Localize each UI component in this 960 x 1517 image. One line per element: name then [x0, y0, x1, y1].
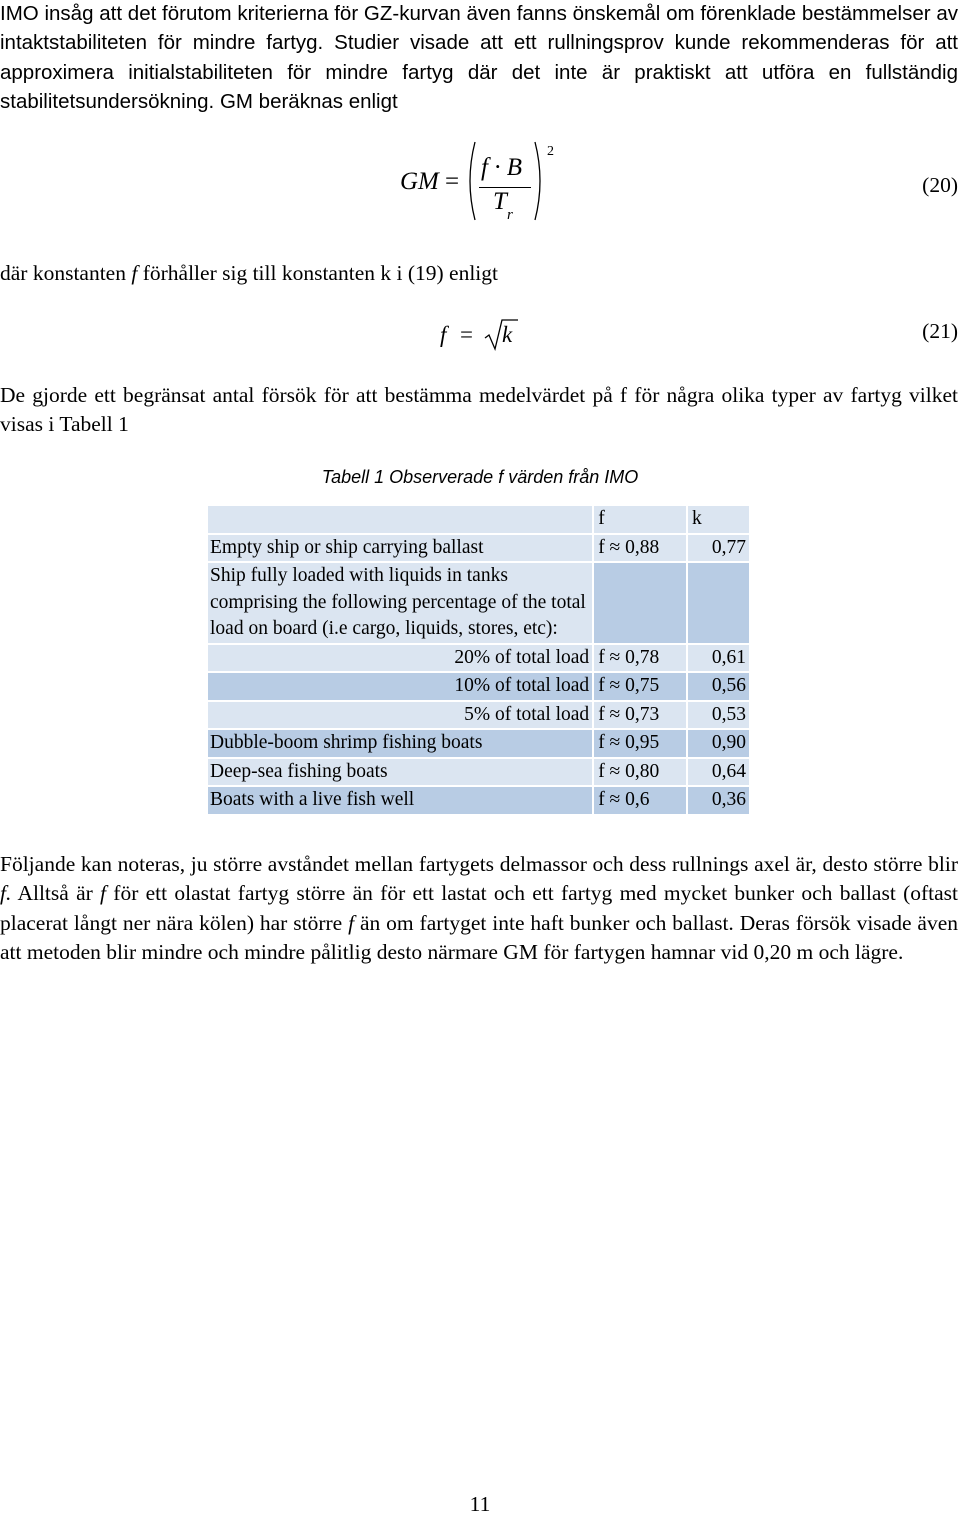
row-k: 0,36 — [688, 787, 749, 814]
row-k — [688, 563, 749, 643]
header-cell-k: k — [688, 506, 749, 533]
f-values-table — [206, 504, 751, 816]
intro-paragraph — [0, 0, 958, 116]
eq20-exponent: 2 — [547, 144, 554, 159]
row-k: 0,90 — [688, 730, 749, 757]
header-cell-f: f — [594, 506, 686, 533]
folj-s1: Följande kan noteras, ju större avståndet mellan fartygets delmassor och dess rullnings axel är, desto större blir — [0, 852, 958, 876]
row-f: f ≈ 0,6 — [594, 787, 686, 814]
row-f: f ≈ 0,78 — [594, 645, 686, 672]
folj-v1: f. — [0, 881, 12, 906]
row-k: 0,56 — [688, 673, 749, 700]
row-label: 5% of total load — [208, 702, 592, 729]
equation-21 — [440, 318, 530, 358]
row-label: Ship fully loaded with liquids in tanks comprising the following percentage of the total load on board (i.e cargo, liquids, stores, etc): — [208, 563, 592, 643]
dar-paragraph — [0, 259, 958, 288]
row-label: Empty ship or ship carrying ballast — [208, 535, 592, 562]
table-row — [208, 645, 749, 672]
sqrt-sign-icon — [484, 318, 518, 352]
row-f: f ≈ 0,73 — [594, 702, 686, 729]
table-row — [208, 563, 749, 643]
eq20-number: (20) — [922, 173, 958, 197]
eq20-left-paren — [463, 140, 477, 222]
row-f: f ≈ 0,88 — [594, 535, 686, 562]
eq21-number: (21) — [922, 319, 958, 343]
table-row — [208, 535, 749, 562]
eq20-subscript: r — [507, 207, 513, 223]
table-row — [208, 759, 749, 786]
folj-s4: än om fartyget inte haft bunker och ballast. Deras försök visade även att metoden blir mindre och mindre pålitlig desto närmare GM för fartygen hamnar vid 0,20 m och lägre. — [0, 910, 958, 964]
eq20-numerator: f · B — [481, 154, 522, 181]
folj-paragraph — [0, 850, 958, 967]
row-k: 0,77 — [688, 535, 749, 562]
eq20-denominator: T — [493, 188, 507, 215]
dar-before: där konstanten — [0, 261, 132, 285]
folj-s3: för ett olastat fartyg större än för ett lastat och ett fartyg med mycket bunker och ballast (oftast placerat långt ner nära kölen) har större — [0, 881, 959, 935]
table-row — [208, 673, 749, 700]
dar-var: f — [131, 261, 138, 285]
row-label: Deep-sea fishing boats — [208, 759, 592, 786]
table-row — [208, 702, 749, 729]
row-label: 20% of total load — [208, 645, 592, 672]
eq20-equals: = — [445, 168, 460, 195]
eq20-right-paren — [533, 140, 547, 222]
table-row — [208, 787, 749, 814]
row-k: 0,53 — [688, 702, 749, 729]
table-row — [208, 730, 749, 757]
row-k: 0,64 — [688, 759, 749, 786]
row-label: 10% of total load — [208, 673, 592, 700]
folj-v2: f — [100, 881, 107, 906]
eq21-radicand: k — [502, 322, 513, 347]
row-k: 0,61 — [688, 645, 749, 672]
eq21-equals: = — [460, 322, 473, 347]
dar-after: förhåller sig till konstanten k i (19) enligt — [137, 261, 498, 285]
intro-serif-text: Studier visade att ett rullningsprov kunde rekommenderas för att approximera initialstabiliteten för mindre fartyg där det inte är praktiskt att utföra en fullständig stabilitetsundersökning. — [0, 31, 959, 113]
header-cell-label — [208, 506, 592, 533]
folj-v3: f — [348, 910, 355, 935]
eq20-lhs: GM — [400, 168, 439, 195]
equation-20 — [395, 140, 575, 230]
row-f — [594, 563, 686, 643]
table-caption: Tabell 1 Observerade f värden från IMO — [321, 467, 639, 487]
intro-tail-text: GM beräknas enligt — [214, 89, 398, 113]
row-f: f ≈ 0,80 — [594, 759, 686, 786]
folj-s2: Alltså är — [11, 881, 101, 906]
row-label: Boats with a live fish well — [208, 787, 592, 814]
page-number: 11 — [469, 1492, 491, 1516]
de-paragraph: De gjorde ett begränsat antal försök för att bestämma medelvärdet på f för några olika typer av fartyg vilket visas i Tabell 1 — [0, 383, 958, 437]
eq21-lhs: f — [440, 322, 447, 347]
row-label: Dubble-boom shrimp fishing boats — [208, 730, 592, 757]
table-header-row — [208, 506, 749, 533]
intro-sans-text: IMO insåg att det förutom kriterierna för GZ-kurvan även fanns önskemål om förenklade bestämmelser av intaktstabiliteten för mindre fartyg. — [0, 2, 958, 55]
row-f: f ≈ 0,75 — [594, 673, 686, 700]
row-f: f ≈ 0,95 — [594, 730, 686, 757]
